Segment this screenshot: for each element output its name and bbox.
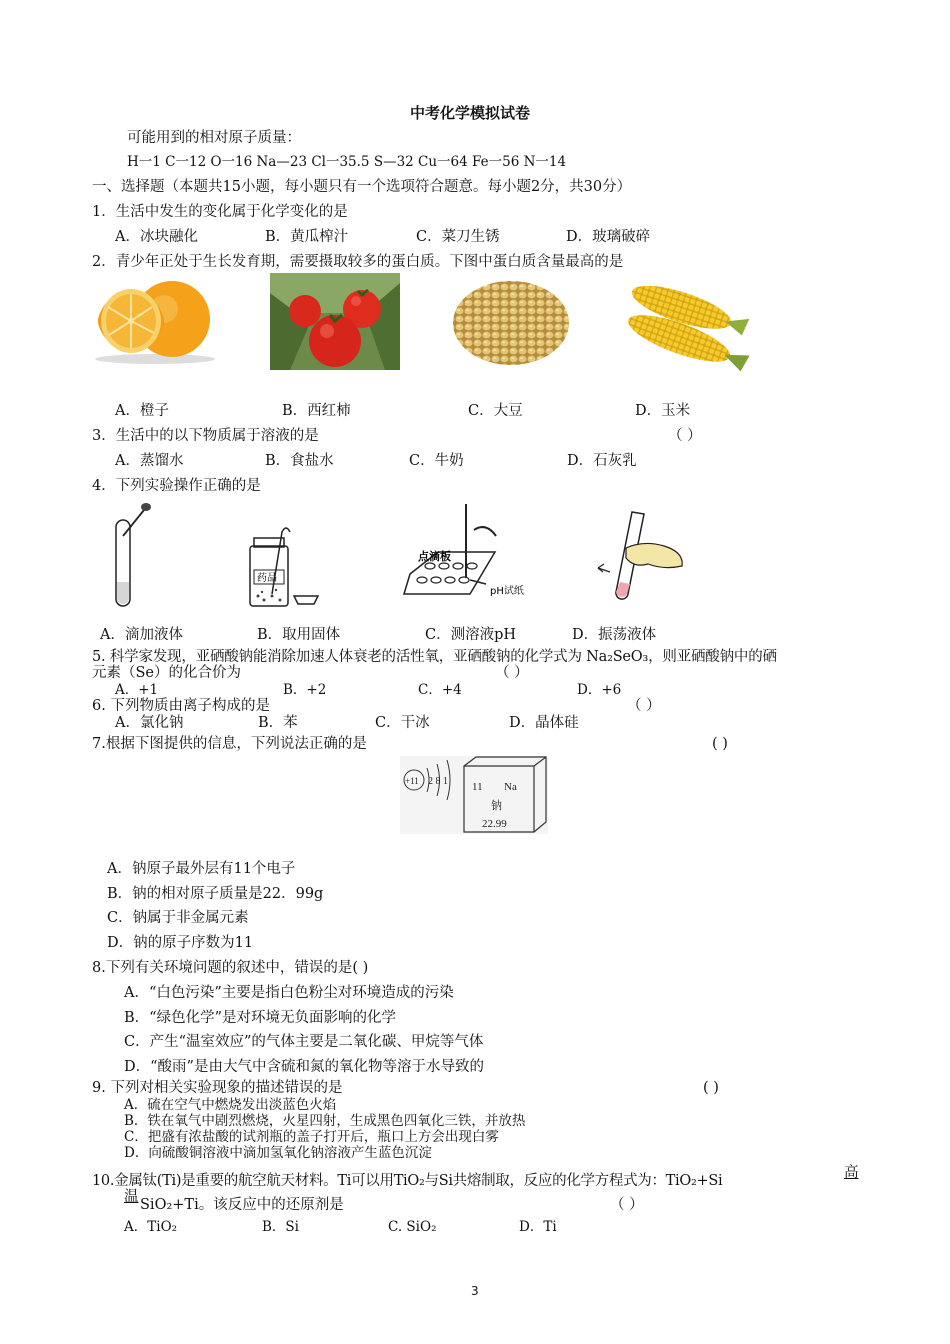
reagent-jar-figure bbox=[244, 524, 324, 610]
q7-option-c: C．钠属于非金属元素 bbox=[107, 910, 249, 926]
element-symbol: Na bbox=[504, 781, 517, 793]
q6-bracket: （ ） bbox=[627, 698, 661, 714]
q5-option-b: B．+2 bbox=[283, 682, 327, 698]
corn-image bbox=[620, 273, 752, 375]
page-number: 3 bbox=[471, 1284, 479, 1298]
q7-stem: 7.根据下图提供的信息，下列说法正确的是 bbox=[92, 736, 367, 752]
q5-stem-line2: 元素（Se）的化合价为 bbox=[92, 665, 242, 681]
q3-bracket: （ ） bbox=[668, 428, 702, 444]
ph-paper-label: pH试纸 bbox=[490, 586, 524, 597]
atomic-masses: H一1 C一12 O一16 Na—23 Cl一35.5 S—32 Cu一64 Fe一56 N一14 bbox=[127, 154, 567, 170]
atomic-number: 11 bbox=[472, 781, 483, 793]
q10-option-d: D．Ti bbox=[519, 1219, 557, 1235]
q9-option-b: B．铁在氧气中剧烈燃烧，火星四射，生成黑色四氧化三铁，并放热 bbox=[124, 1113, 526, 1129]
q1-option-b: B．黄瓜榨汁 bbox=[265, 229, 349, 245]
q3-stem: 3．生活中的以下物质属于溶液的是 bbox=[92, 428, 319, 444]
q10-stem-line2: SiO₂+Ti。该反应中的还原剂是 bbox=[140, 1197, 344, 1213]
tomato-image bbox=[270, 273, 400, 370]
q4-option-a: A．滴加液体 bbox=[100, 627, 183, 643]
q8-option-c: C．产生“温室效应”的气体主要是二氧化碳、甲烷等气体 bbox=[124, 1034, 484, 1050]
q6-option-a: A．氯化钠 bbox=[115, 715, 184, 731]
q10-condition-bottom: 温 bbox=[124, 1189, 139, 1205]
section-heading: 一、选择题（本题共15小题，每小题只有一个选项符合题意。每小题2分，共30分） bbox=[92, 179, 632, 195]
q7-option-d: D．钠的原子序数为11 bbox=[107, 935, 254, 951]
q3-option-b: B．食盐水 bbox=[265, 453, 334, 469]
q9-stem: 9. 下列对相关实验现象的描述错误的是 bbox=[92, 1080, 343, 1096]
q6-option-b: B．苯 bbox=[258, 715, 298, 731]
q4-option-b: B．取用固体 bbox=[257, 627, 341, 643]
q9-option-d: D．向硫酸铜溶液中滴加氢氧化钠溶液产生蓝色沉淀 bbox=[124, 1145, 432, 1161]
element-name: 钠 bbox=[491, 799, 502, 812]
atomic-mass: 22.99 bbox=[482, 818, 507, 830]
q5-option-c: C．+4 bbox=[418, 682, 462, 698]
page-title: 中考化学模拟试卷 bbox=[410, 104, 531, 122]
q8-stem: 8.下列有关环境问题的叙述中，错误的是( ) bbox=[92, 960, 369, 976]
q9-option-c: C．把盛有浓盐酸的试剂瓶的盖子打开后，瓶口上方会出现白雾 bbox=[124, 1129, 499, 1145]
ph-test-figure bbox=[400, 502, 535, 608]
q2-option-c: C．大豆 bbox=[468, 403, 523, 419]
q10-option-c: C. SiO₂ bbox=[388, 1219, 437, 1235]
q5-stem-line1: 5. 科学家发现，亚硒酸钠能消除加速人体衰老的活性氧，亚硒酸钠的化学式为 Na₂SeO₃，则亚硒酸钠中的硒 bbox=[92, 649, 777, 665]
q2-option-a: A．橙子 bbox=[115, 403, 169, 419]
dropper-test-tube-figure bbox=[108, 502, 158, 608]
q6-option-d: D．晶体硅 bbox=[509, 715, 579, 731]
electron-shells: 2 8 1 bbox=[428, 776, 448, 787]
q5-option-d: D．+6 bbox=[577, 682, 622, 698]
q5-bracket: （ ） bbox=[495, 665, 529, 681]
q8-option-b: B．“绿色化学”是对环境无负面影响的化学 bbox=[124, 1010, 396, 1026]
q4-stem: 4．下列实验操作正确的是 bbox=[92, 478, 261, 494]
sodium-element-figure bbox=[400, 756, 548, 834]
q4-option-d: D．振荡液体 bbox=[572, 627, 657, 643]
q1-option-c: C．菜刀生锈 bbox=[416, 229, 500, 245]
q2-stem: 2．青少年正处于生长发育期，需要摄取较多的蛋白质。下图中蛋白质含量最高的是 bbox=[92, 254, 624, 270]
q1-option-d: D．玻璃破碎 bbox=[566, 229, 651, 245]
q1-option-a: A．冰块融化 bbox=[115, 229, 198, 245]
q8-option-d: D．“酸雨”是由大气中含硫和氮的氧化物等溶于水导致的 bbox=[124, 1059, 484, 1075]
q10-bracket: （ ） bbox=[610, 1197, 644, 1213]
q7-bracket: ( ) bbox=[712, 736, 728, 752]
q8-option-a: A．“白色污染”主要是指白色粉尘对环境造成的污染 bbox=[124, 985, 454, 1001]
q2-option-d: D．玉米 bbox=[635, 403, 691, 419]
q10-option-b: B．Si bbox=[262, 1219, 299, 1235]
q3-option-a: A．蒸馏水 bbox=[115, 453, 184, 469]
q9-bracket: ( ) bbox=[703, 1080, 719, 1096]
q1-stem: 1．生活中发生的变化属于化学变化的是 bbox=[92, 204, 348, 220]
q4-option-c: C．测溶液pH bbox=[425, 627, 517, 643]
q2-option-b: B．西红柿 bbox=[282, 403, 351, 419]
nucleus-charge: +11 bbox=[405, 776, 419, 786]
q10-option-a: A．TiO₂ bbox=[124, 1219, 178, 1235]
atomic-masses-label: 可能用到的相对原子质量： bbox=[127, 130, 301, 146]
spot-plate-label: 点滴板 bbox=[418, 550, 451, 563]
q5-option-a: A．+1 bbox=[115, 682, 159, 698]
orange-image bbox=[90, 273, 220, 365]
q10-condition-top: 高 bbox=[844, 1165, 859, 1181]
q9-option-a: A．硫在空气中燃烧发出淡蓝色火焰 bbox=[124, 1097, 337, 1113]
q6-stem: 6. 下列物质由离子构成的是 bbox=[92, 698, 270, 714]
q7-option-b: B．钠的相对原子质量是22．99g bbox=[107, 886, 324, 902]
q10-stem-line1: 10.金属钛(Ti)是重要的航空航天材料。Ti可以用TiO₂与Si共熔制取，反应的化学方程式为：TiO₂+Si bbox=[92, 1173, 723, 1189]
q7-option-a: A．钠原子最外层有11个电子 bbox=[107, 861, 296, 877]
q3-option-c: C．牛奶 bbox=[409, 453, 464, 469]
shaking-tube-figure bbox=[592, 510, 690, 610]
soybean-image bbox=[446, 275, 576, 371]
q3-option-d: D．石灰乳 bbox=[567, 453, 637, 469]
jar-label: 药品 bbox=[257, 573, 277, 584]
q6-option-c: C．干冰 bbox=[375, 715, 430, 731]
